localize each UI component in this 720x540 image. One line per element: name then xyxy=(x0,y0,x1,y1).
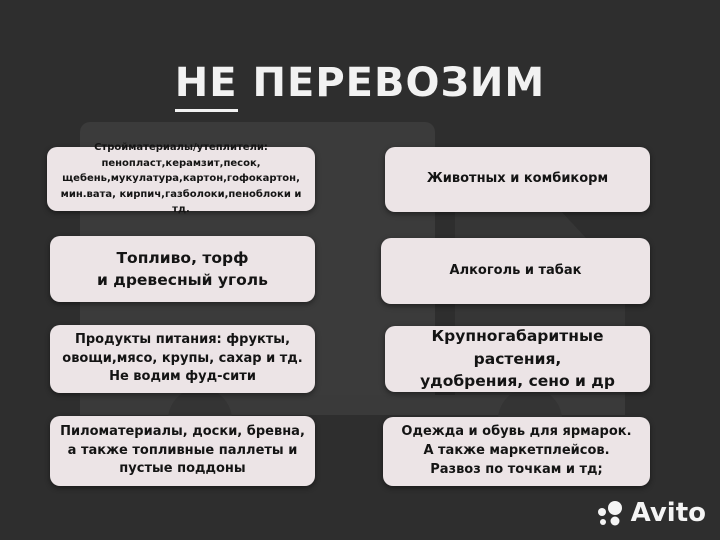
avito-logo-text: Avito xyxy=(630,498,706,528)
avito-logo xyxy=(595,498,706,528)
card-alcohol-tobacco: Алкоголь и табак xyxy=(381,238,650,304)
card-clothing-shoes: Одежда и обувь для ярмарок. А также маркетплейсов. Развоз по точкам и тд; xyxy=(383,417,650,486)
title-negation: НЕ xyxy=(174,60,238,106)
page-title xyxy=(0,60,720,106)
card-large-plants: Крупногабаритные растения, удобрения, сено и др xyxy=(385,326,650,392)
card-lumber: Пиломатериалы, доски, бревна, а также топливные паллеты и пустые поддоны xyxy=(50,416,315,486)
card-fuel: Топливо, торф и древесный уголь xyxy=(50,236,315,302)
card-food-products: Продукты питания: фрукты, овощи,мясо, крупы, сахар и тд. Не водим фуд-сити xyxy=(50,325,315,393)
card-construction-materials: Стройматериалы/утеплители: пенопласт,керамзит,песок, щебень,мукулатура,картон,гофокартон, мин.вата, кирпич,газболоки,пеноблоки и тд. xyxy=(47,147,315,211)
card-animals-feed: Животных и комбикорм xyxy=(385,147,650,212)
avito-dots-icon xyxy=(595,500,625,526)
title-rest: ПЕРЕВОЗИМ xyxy=(252,60,546,106)
